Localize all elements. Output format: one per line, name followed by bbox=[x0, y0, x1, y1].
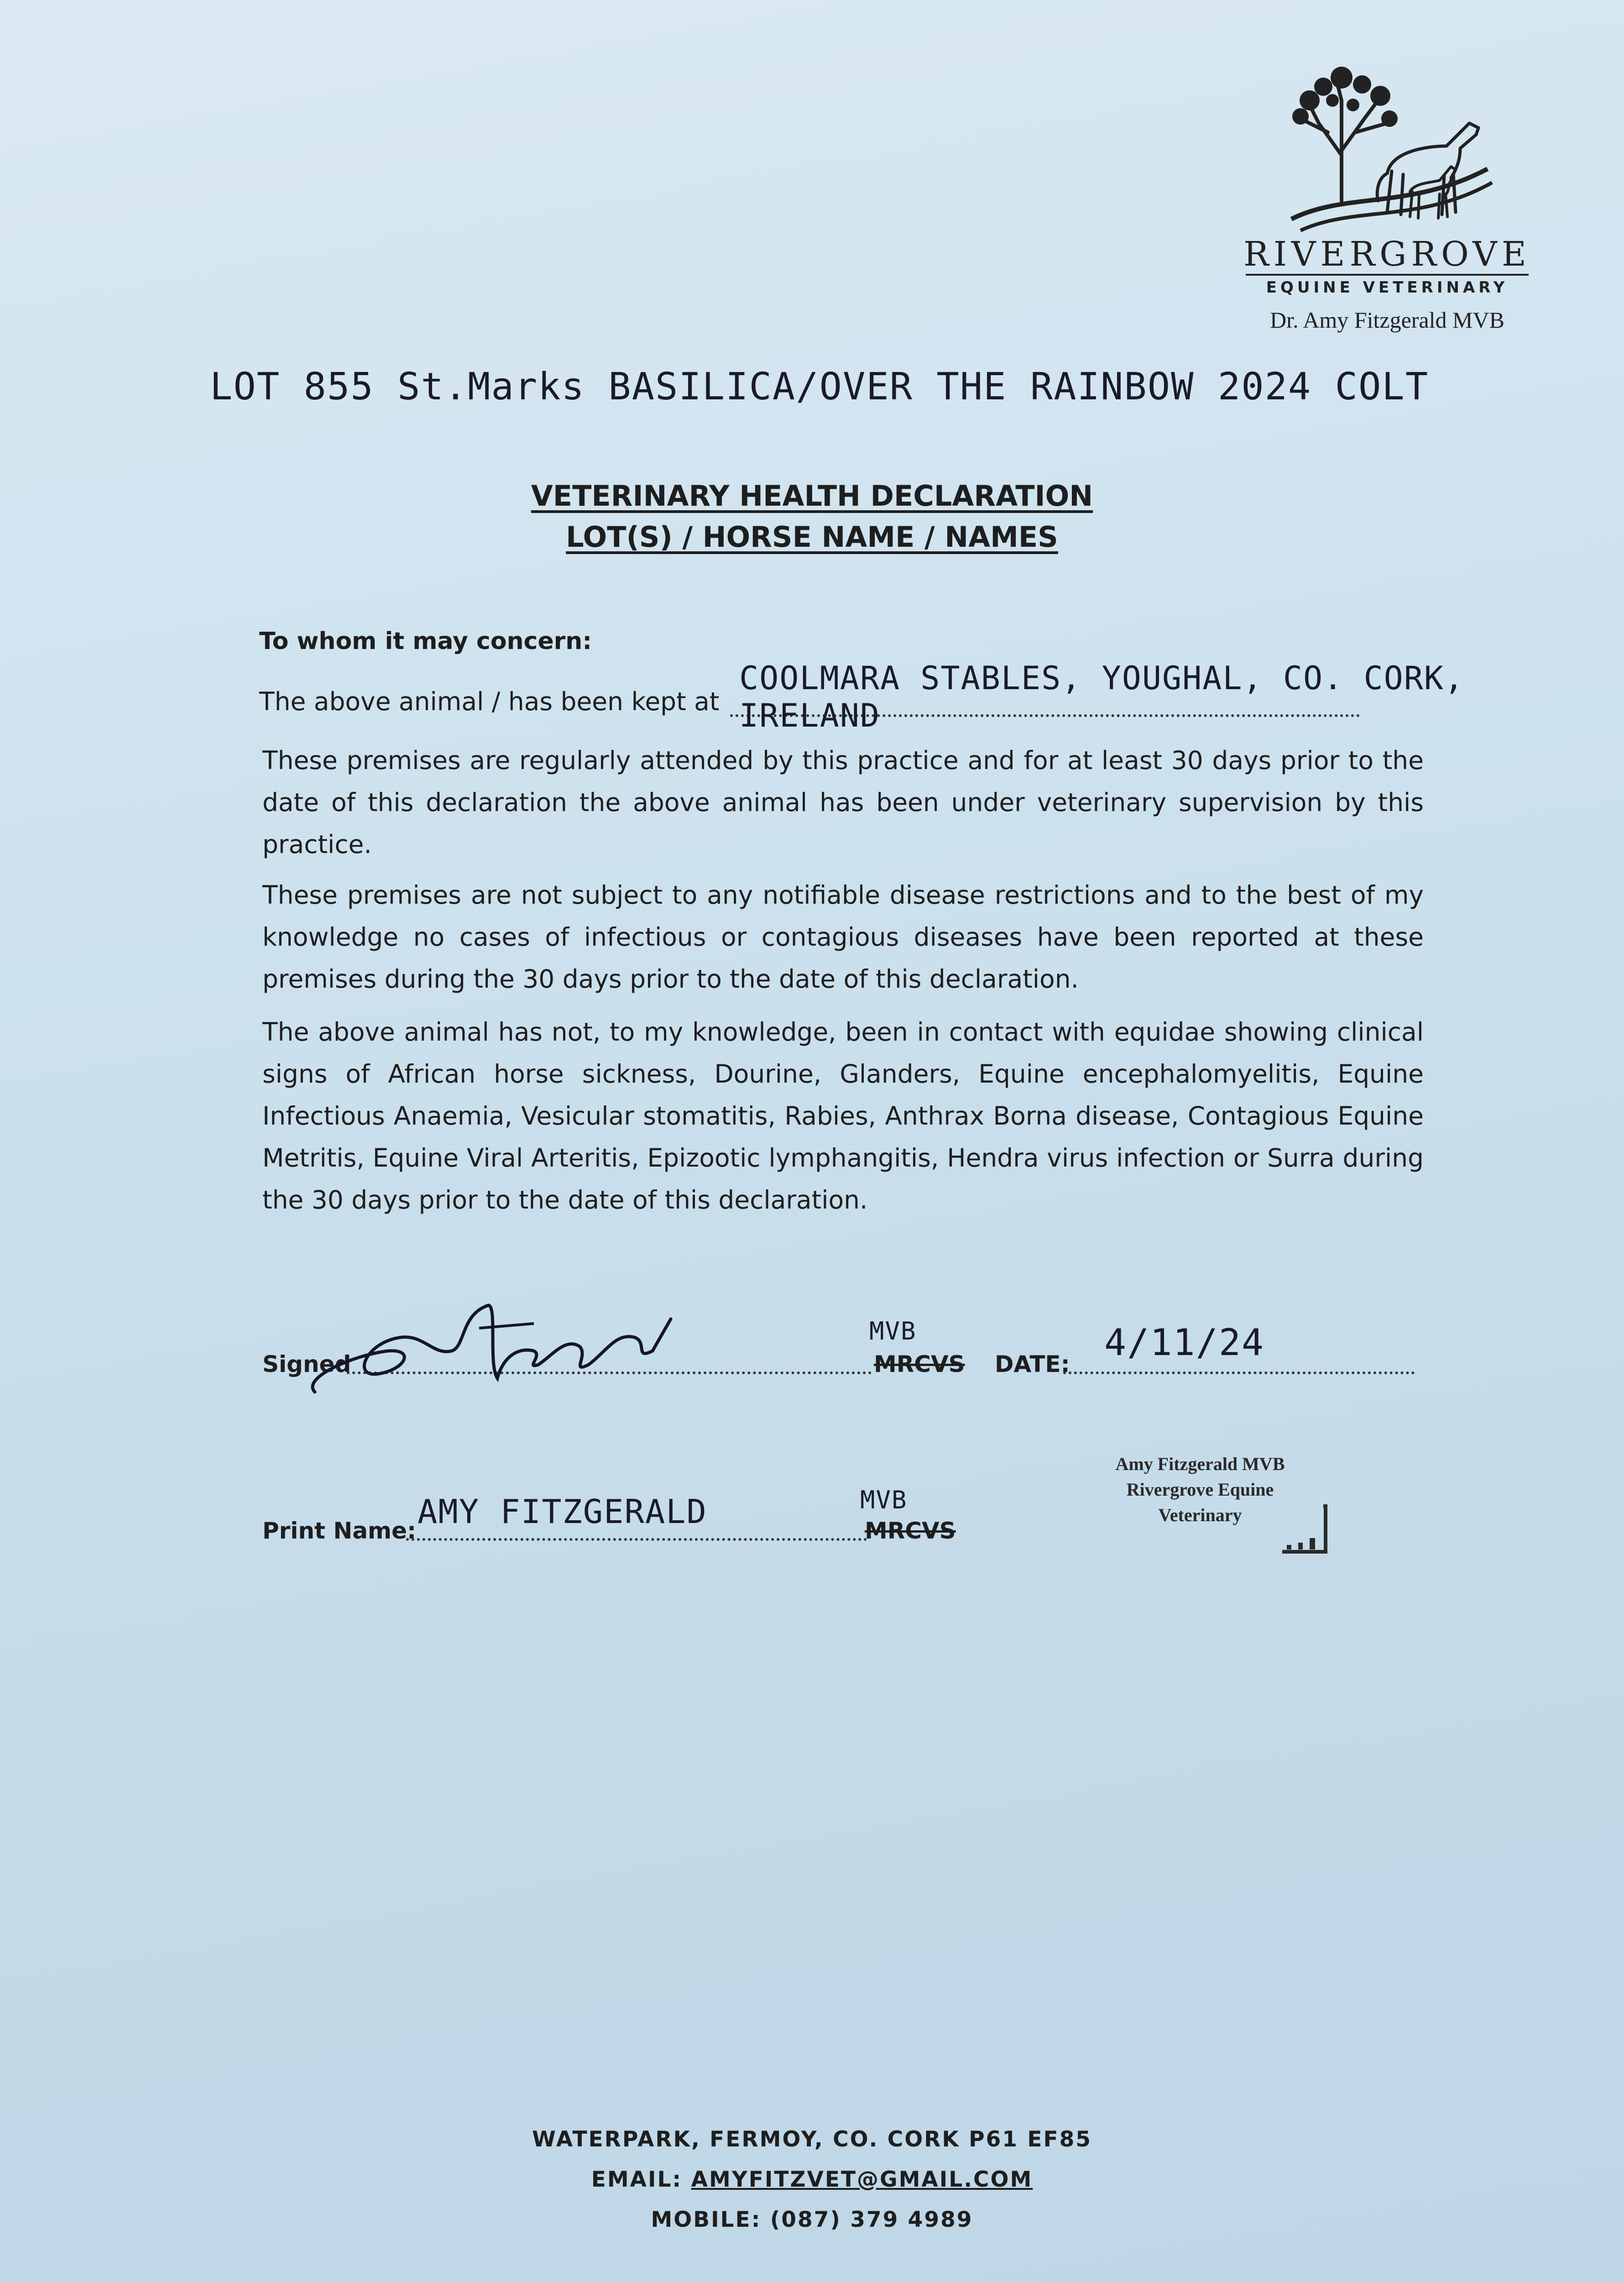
paragraph-supervision: These premises are regularly attended by this practice and for at least 30 days prior to the date of this declaration the above animal has been under veterinary supervision by this practice. bbox=[262, 746, 1424, 859]
print-name-value: AMY FITZGERALD bbox=[418, 1492, 707, 1531]
signature-image bbox=[297, 1287, 707, 1406]
stamp-horse-mark-icon bbox=[1273, 1502, 1337, 1561]
document-title: VETERINARY HEALTH DECLARATION bbox=[531, 479, 1093, 513]
kept-at-value: COOLMARA STABLES, YOUGHAL, CO. CORK, IRELAND bbox=[739, 659, 1465, 734]
mrcvs-struck-print: MRCVS bbox=[865, 1518, 956, 1544]
paragraph-no-contact: The above animal has not, to my knowledge, been in contact with equidae showing clinical signs of African horse sickness, Dourine, Glanders, Equine encephalomyelitis, Equine Infectious Anaemia, Vesicular stomatitis, Rabies, Anthrax Borna disease, Contagious Equine Metritis, Equine Viral Arteritis, Epizootic lymphangitis, Hendra virus infection or Surra during the 30 days prior to the date of this declaration. bbox=[262, 1017, 1424, 1214]
print-name-dotted-line bbox=[406, 1538, 867, 1541]
brand-name: RIVERGROVE bbox=[1243, 235, 1531, 274]
stamp-line-2: Rivergrove Equine bbox=[1126, 1479, 1274, 1500]
practice-logo bbox=[1232, 55, 1542, 347]
footer-email-link[interactable]: AMYFITZVET@GMAIL.COM bbox=[691, 2167, 1033, 2192]
brand-divider bbox=[1246, 274, 1529, 276]
footer-mobile: MOBILE: (087) 379 4989 bbox=[651, 2207, 973, 2232]
stamp-line-1: Amy Fitzgerald MVB bbox=[1115, 1454, 1285, 1474]
brand-subtitle: EQUINE VETERINARY bbox=[1266, 278, 1509, 297]
tree-and-horses-logo-icon bbox=[1273, 55, 1501, 237]
stamp-line-3: Veterinary bbox=[1158, 1505, 1242, 1525]
mvb-handwritten-print: MVB bbox=[860, 1486, 908, 1514]
footer-email-label: EMAIL: bbox=[591, 2167, 683, 2192]
vet-name: Dr. Amy Fitzgerald MVB bbox=[1270, 307, 1504, 333]
signed-label: Signed bbox=[262, 1351, 351, 1377]
date-label: DATE: bbox=[995, 1351, 1070, 1377]
mrcvs-struck: MRCVS bbox=[874, 1351, 965, 1377]
mvb-handwritten: MVB bbox=[869, 1317, 917, 1345]
print-name-label: Print Name: bbox=[262, 1518, 416, 1544]
kept-at-label: The above animal / has been kept at bbox=[259, 687, 720, 716]
handwritten-lot-line: LOT 855 St.Marks BASILICA/OVER THE RAINBOW 2024 COLT bbox=[210, 365, 1429, 408]
date-value: 4/11/24 bbox=[1104, 1321, 1265, 1364]
document-subtitle: LOT(S) / HORSE NAME / NAMES bbox=[566, 520, 1058, 554]
footer-email-line bbox=[0, 2167, 1624, 2192]
date-dotted-line bbox=[1063, 1371, 1415, 1374]
salutation: To whom it may concern: bbox=[259, 628, 592, 655]
paragraph-no-restrictions: These premises are not subject to any notifiable disease restrictions and to the best of my knowledge no cases of infectious or contagious diseases have been reported at these premises during the 30 days prior to the date of this declaration. bbox=[262, 880, 1424, 994]
footer-address: WATERPARK, FERMOY, CO. CORK P61 EF85 bbox=[532, 2127, 1092, 2152]
